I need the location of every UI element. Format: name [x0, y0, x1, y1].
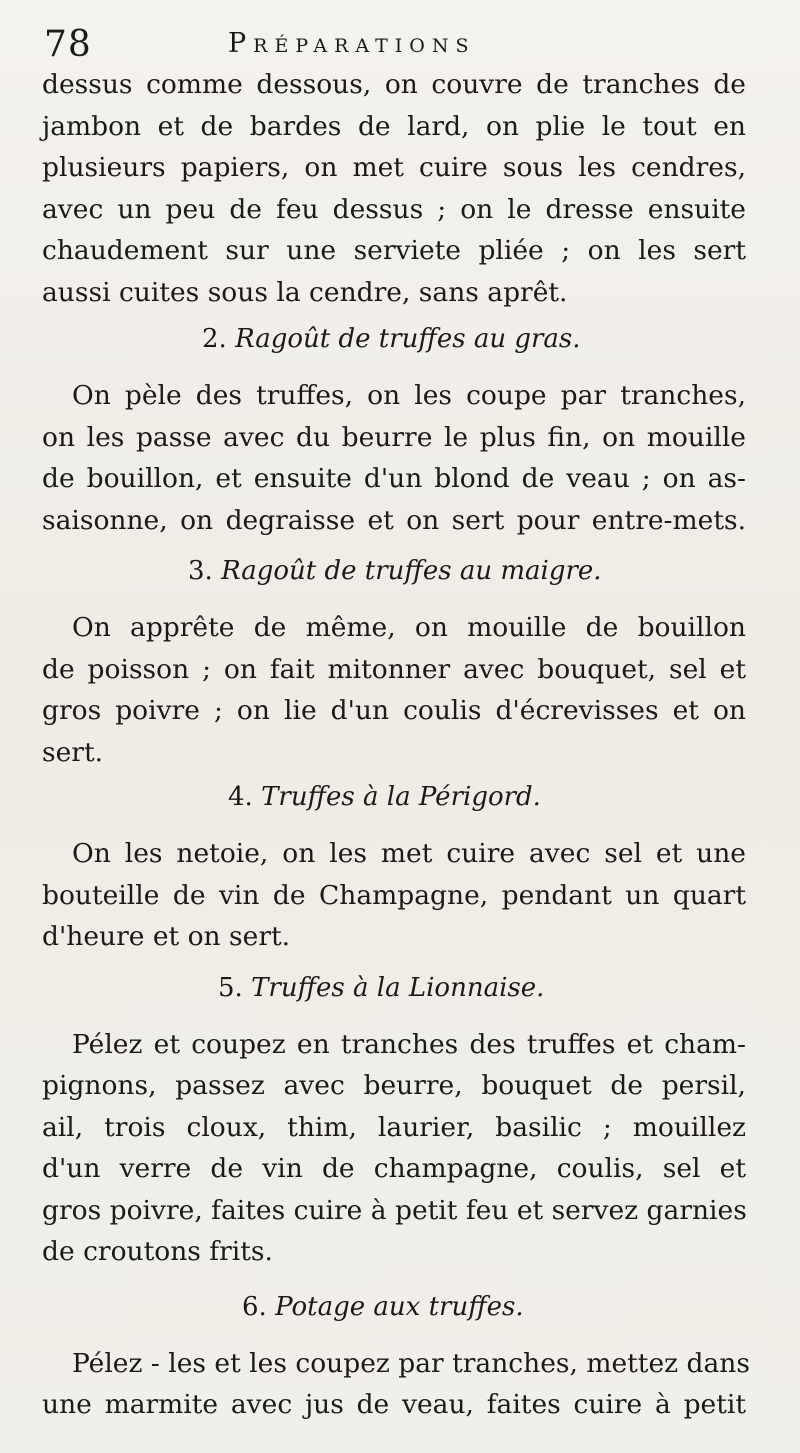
- text-line: gros poivre ; on lie d'un coulis d'écrevisses et on: [42, 695, 746, 726]
- section-paragraph-5: [42, 1024, 746, 1273]
- section-number: 5.: [218, 972, 243, 1003]
- text-line: de croutons frits.: [42, 1236, 273, 1267]
- section-paragraph-6: [42, 1343, 750, 1426]
- running-head: Préparations: [228, 28, 476, 59]
- text-line: avec un peu de feu dessus ; on le dresse ensuite: [42, 193, 746, 225]
- text-line: de bouillon, et ensuite d'un blond de veau ; on as-: [42, 463, 746, 494]
- text-line: gros poivre, faites cuire à petit feu et servez garnies: [42, 1194, 747, 1226]
- section-paragraph-4: [42, 833, 746, 958]
- text-line: d'un verre de vin de champagne, coulis, sel et: [42, 1153, 746, 1184]
- text-line: jambon et de bardes de lard, on plie le tout en: [42, 110, 746, 142]
- text-line: On pèle des truffes, on les coupe par tranches,: [72, 380, 746, 411]
- intro-paragraph: [42, 64, 746, 313]
- text-line: Pélez et coupez en tranches des truffes et cham-: [72, 1028, 746, 1060]
- page-header: [38, 20, 760, 66]
- text-line: On les netoie, on les met cuire avec sel et une: [72, 838, 746, 869]
- text-line: chaudement sur une serviete pliée ; on les sert: [42, 235, 746, 266]
- text-line: plusieurs papiers, on met cuire sous les cendres,: [42, 152, 746, 183]
- section-paragraph-2: [42, 375, 746, 541]
- text-line: on les passe avec du beurre le plus fin, on mouille: [42, 421, 746, 453]
- section-title: Truffes à la Périgord.: [261, 782, 541, 812]
- section-heading-3: [42, 549, 746, 593]
- section-number: 2.: [202, 324, 227, 354]
- section-heading-2: [42, 317, 746, 361]
- section-title: Ragoût de truffes au gras.: [235, 324, 581, 354]
- section-number: 4.: [228, 782, 253, 812]
- body-text: [42, 64, 750, 1426]
- text-line: ail, trois cloux, thim, laurier, basilic ; mouillez: [42, 1111, 746, 1143]
- text-line: saisonne, on degraisse et on sert pour entre-mets.: [42, 504, 746, 536]
- section-title: Potage aux truffes.: [275, 1291, 524, 1322]
- section-title: Truffes à la Lionnaise.: [251, 972, 545, 1003]
- section-heading-4: [42, 775, 746, 819]
- text-line: d'heure et on sert.: [42, 921, 291, 952]
- text-line: aussi cuites sous la cendre, sans aprêt.: [42, 276, 568, 308]
- text-line: de poisson ; on fait mitonner avec bouquet, sel et: [42, 653, 746, 685]
- text-line: bouteille de vin de Champagne, pendant un quart: [42, 879, 746, 911]
- text-line: Pélez - les et les coupez par tranches, mettez dans: [72, 1347, 750, 1379]
- text-line: dessus comme dessous, on couvre de tranches de: [42, 69, 746, 100]
- section-number: 6.: [242, 1291, 267, 1322]
- page-number: 78: [44, 24, 92, 65]
- section-number: 3.: [188, 556, 213, 586]
- section-heading-5: [42, 966, 746, 1010]
- section-title: Ragoût de truffes au maigre.: [221, 556, 602, 586]
- text-line: pignons, passez avec beurre, bouquet de persil,: [42, 1070, 746, 1101]
- section-heading-6: [42, 1285, 746, 1329]
- section-paragraph-3: [42, 607, 746, 773]
- text-line: On apprête de même, on mouille de bouillon: [72, 612, 746, 643]
- text-line: une marmite avec jus de veau, faites cuire à petit: [42, 1389, 746, 1420]
- text-line: sert.: [42, 736, 104, 768]
